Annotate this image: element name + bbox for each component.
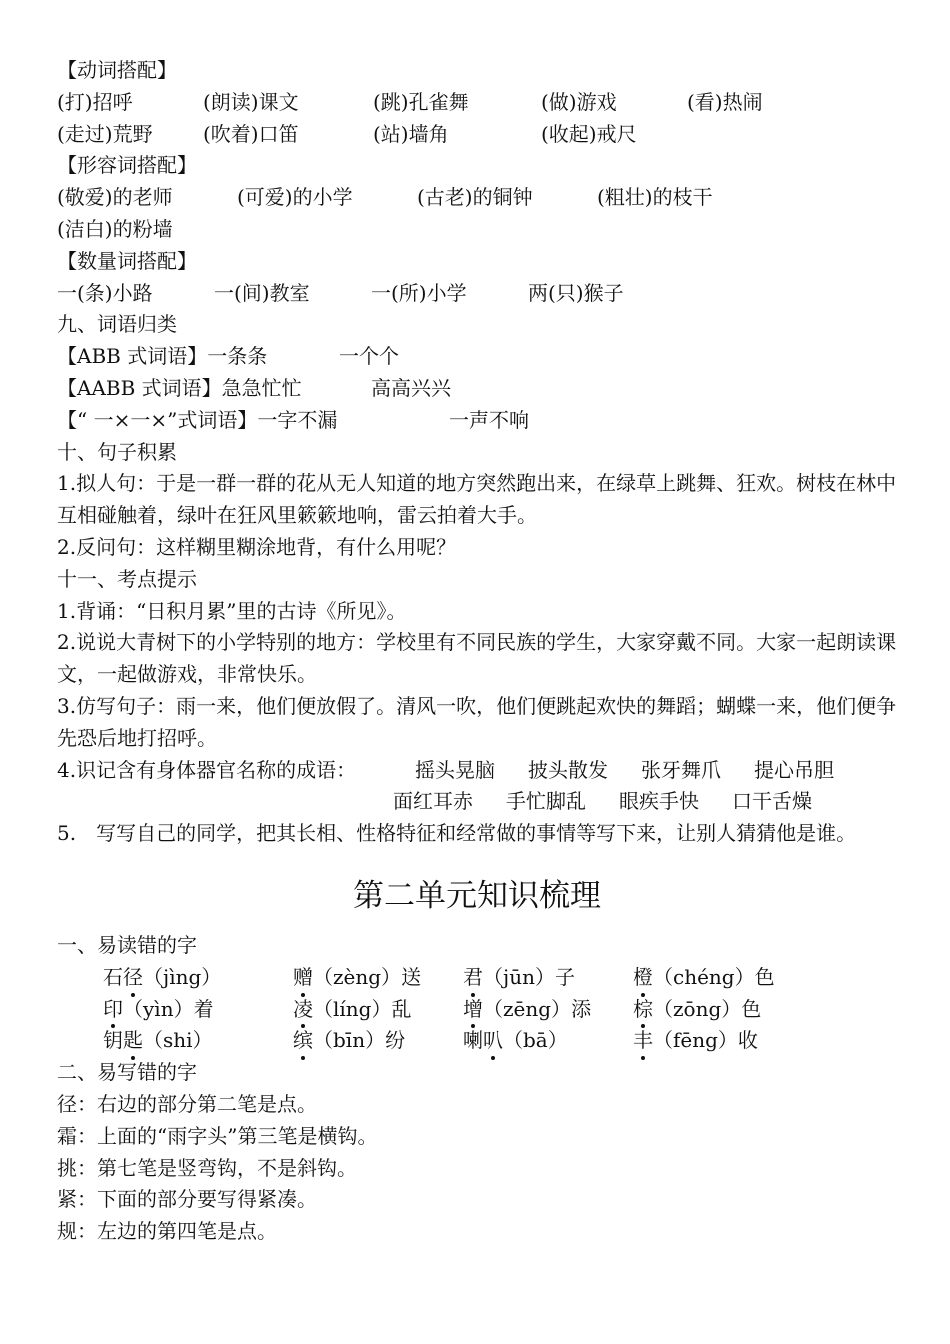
dotted-char: 印 <box>103 994 123 1026</box>
dotted-char: 棕 <box>633 994 653 1026</box>
idiom: 张牙舞爪 <box>641 757 721 782</box>
char: 喇 <box>463 1028 483 1053</box>
char: 乱 <box>391 996 412 1021</box>
verb-item: (吹着)口笛 <box>203 121 299 146</box>
char: 色 <box>741 996 762 1021</box>
unit2-section-1-heading: 一、易读错的字 <box>57 932 197 957</box>
yxyx-words: 一声不响 <box>449 407 529 432</box>
verb-row-1 <box>57 87 897 119</box>
tip-5: 5. 写写自己的同学，把其长相、性格特征和经常做的事情等写下来，让别人猜猜他是谁。 <box>57 821 857 846</box>
adj-item: (古老)的铜钟 <box>417 185 533 210</box>
pinyin: （bā） <box>503 1028 568 1053</box>
pinyin: （chéng） <box>653 964 755 989</box>
pinyin: （zēng） <box>483 996 572 1021</box>
misread-word <box>293 962 463 994</box>
tip-4-label: 4.识记含有身体器官名称的成语： <box>57 757 357 782</box>
char: 添 <box>571 996 592 1021</box>
tip-1: 1.背诵：“日积月累”里的古诗《所见》。 <box>57 598 407 623</box>
abb-words: 【ABB 式词语】一条条 <box>57 344 268 369</box>
tip-2: 2.说说大青树下的小学特别的地方：学校里有不同民族的学生，大家穿戴不同。大家一起朗读课文，一起做游戏，非常快乐。 <box>57 630 897 687</box>
aabb-row <box>57 373 897 405</box>
misread-chars <box>57 962 897 1057</box>
pinyin: （bīn） <box>313 1028 386 1053</box>
char: 收 <box>737 1028 758 1053</box>
misread-word <box>103 962 293 994</box>
char: 纷 <box>385 1028 406 1053</box>
pinyin: （shi） <box>143 1028 213 1053</box>
personification-sentence: 1.拟人句：于是一群一群的花从无人知道的地方突然跑出来，在绿草上跳舞、狂欢。树枝在林中互相碰触着，绿叶在狂风里簌簌地响，雷云拍着大手。 <box>57 471 897 528</box>
dotted-char: 匙 <box>123 1025 143 1057</box>
verb-item: (看)热闹 <box>687 89 763 114</box>
tip-4 <box>57 755 897 787</box>
pinyin: （zōng） <box>653 996 742 1021</box>
abb-row <box>57 341 897 373</box>
adj-heading: 【形容词搭配】 <box>57 153 197 178</box>
misread-word <box>463 1025 633 1057</box>
yxyx-words: 【“ 一×一×”式词语】一字不漏 <box>57 407 338 432</box>
misread-word <box>463 962 633 994</box>
aabb-words: 【AABB 式词语】急急忙忙 <box>57 375 302 400</box>
num-item: 两(只)猴子 <box>528 280 624 305</box>
section-11-heading: 十一、考点提示 <box>57 566 197 591</box>
section-9-heading: 九、词语归类 <box>57 312 177 337</box>
tip-3: 3.仿写句子：雨一来，他们便放假了。清风一吹，他们便跳起欢快的舞蹈；蝴蝶一来，他们便争先恐后地打招呼。 <box>57 693 897 750</box>
pinyin: （zèng） <box>313 964 402 989</box>
verb-item: (站)墙角 <box>373 121 449 146</box>
idiom: 面红耳赤 <box>393 789 473 814</box>
write-tip: 霜：上面的“雨字头”第三笔是横钩。 <box>57 1123 378 1148</box>
misread-word <box>463 994 633 1026</box>
verb-item: (朗读)课文 <box>203 89 299 114</box>
verb-item: (打)招呼 <box>57 89 133 114</box>
misread-word <box>103 994 293 1026</box>
char: 送 <box>401 964 422 989</box>
idiom: 手忙脚乱 <box>506 789 586 814</box>
dotted-char: 径 <box>123 962 143 994</box>
pinyin: （jìng） <box>143 964 222 989</box>
pinyin: （jūn） <box>483 964 555 989</box>
num-item: 一(间)教室 <box>214 280 310 305</box>
misread-row <box>57 962 897 994</box>
char: 着 <box>193 996 214 1021</box>
verb-item: (做)游戏 <box>541 89 617 114</box>
idiom: 披头散发 <box>528 757 608 782</box>
num-heading: 【数量词搭配】 <box>57 248 197 273</box>
pinyin: （yìn） <box>123 996 194 1021</box>
dotted-char: 凌 <box>293 994 313 1026</box>
dotted-char: 增 <box>463 994 483 1026</box>
misread-word <box>633 994 803 1026</box>
idiom: 眼疾手快 <box>619 789 699 814</box>
char: 钥 <box>103 1028 123 1053</box>
dotted-char: 赠 <box>293 962 313 994</box>
misread-word <box>103 1025 293 1057</box>
misread-word <box>633 1025 803 1057</box>
adj-item: (洁白)的粉墙 <box>57 216 173 241</box>
unit-2-title: 第二单元知识梳理 <box>353 877 601 914</box>
adj-row-2 <box>57 214 897 246</box>
write-tip: 规：左边的第四笔是点。 <box>57 1219 277 1244</box>
misread-row <box>57 994 897 1026</box>
unit2-section-2-heading: 二、易写错的字 <box>57 1060 197 1085</box>
adj-item: (敬爱)的老师 <box>57 185 173 210</box>
adj-row-1 <box>57 182 897 214</box>
misread-row <box>57 1025 897 1057</box>
tip-4-row-2 <box>57 786 897 818</box>
section-10-heading: 十、句子积累 <box>57 439 177 464</box>
num-row <box>57 278 897 310</box>
idiom: 提心吊胆 <box>754 757 834 782</box>
idiom: 摇头晃脑 <box>415 757 495 782</box>
verb-item: (走过)荒野 <box>57 121 153 146</box>
dotted-char: 叭 <box>483 1025 503 1057</box>
rhetorical-question: 2.反问句：这样糊里糊涂地背，有什么用呢？ <box>57 534 457 559</box>
idiom: 口干舌燥 <box>732 789 812 814</box>
num-item: 一(所)小学 <box>371 280 467 305</box>
adj-item: (粗壮)的枝干 <box>597 185 713 210</box>
yxyx-row <box>57 405 897 437</box>
misread-word <box>633 962 803 994</box>
write-tip: 径：右边的部分第二笔是点。 <box>57 1091 317 1116</box>
write-tip: 挑：第七笔是竖弯钩，不是斜钩。 <box>57 1155 357 1180</box>
pinyin: （fēng） <box>653 1028 738 1053</box>
document-page <box>57 55 897 1248</box>
dotted-char: 君 <box>463 962 483 994</box>
misread-word <box>293 1025 463 1057</box>
verb-item: (收起)戒尺 <box>541 121 637 146</box>
char: 子 <box>554 964 575 989</box>
aabb-words: 高高兴兴 <box>371 375 451 400</box>
verb-row-2 <box>57 119 897 151</box>
abb-words: 一个个 <box>339 344 399 369</box>
misread-word <box>293 994 463 1026</box>
pinyin: （líng） <box>313 996 392 1021</box>
verb-item: (跳)孔雀舞 <box>373 89 469 114</box>
verb-heading: 【动词搭配】 <box>57 58 177 82</box>
num-item: 一(条)小路 <box>57 280 153 305</box>
dotted-char: 缤 <box>293 1025 313 1057</box>
adj-item: (可爱)的小学 <box>237 185 353 210</box>
miswritten-chars <box>57 1089 897 1248</box>
write-tip: 紧：下面的部分要写得紧凑。 <box>57 1187 317 1212</box>
char: 色 <box>754 964 775 989</box>
char: 石 <box>103 964 123 989</box>
dotted-char: 橙 <box>633 962 653 994</box>
dotted-char: 丰 <box>633 1025 653 1057</box>
